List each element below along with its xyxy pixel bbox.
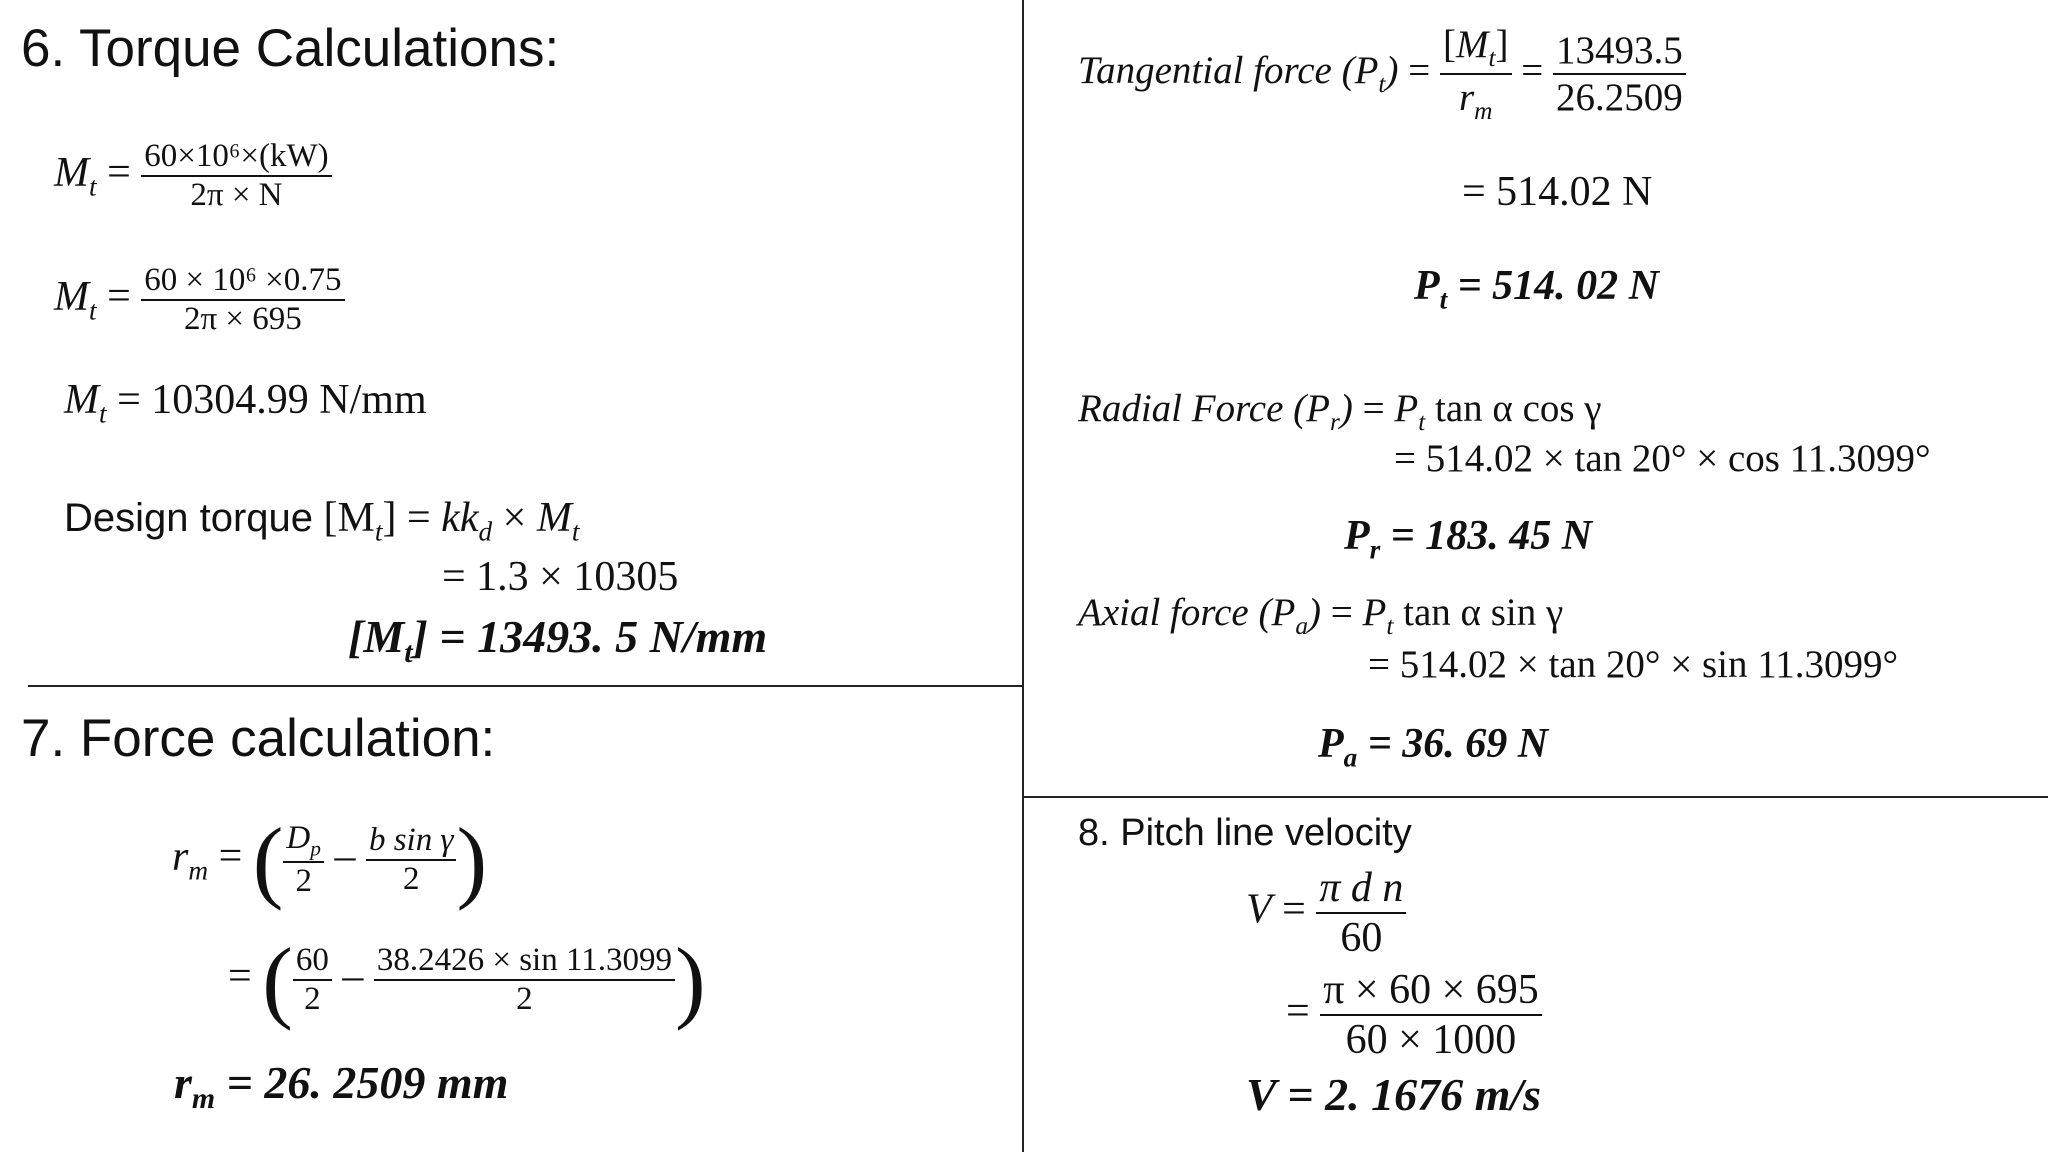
axial-force-formula: Axial force $(P_a) = P_t$ tan α sin γ (1078, 591, 1564, 640)
design-torque-result: $[M_t] = 13493$. 5 N/mm (348, 611, 768, 670)
rm-sub-den1: 2 (304, 981, 321, 1017)
eq1-denominator: 2π × N (190, 177, 283, 213)
rm-sub-num1: 60 (293, 942, 332, 981)
design-torque-label: Design torque (64, 496, 314, 540)
velocity-frac1-den: 60 (1340, 915, 1383, 961)
axial-label: Axial force (P (1078, 591, 1296, 634)
left-horizontal-divider (28, 685, 1022, 687)
tangential-label: Tangential force (P (1078, 48, 1379, 92)
rm-sub-num2: 38.2426 × sin 11.3099 (374, 942, 675, 981)
radial-label: Radial Force (P (1078, 387, 1330, 430)
section-6-heading: 6. Torque Calculations: (21, 19, 560, 78)
tangential-result: $P_t = 514$. 02 N (1414, 263, 1660, 315)
torque-value: = 10304.99 N/mm (117, 377, 427, 423)
tangential-frac1-den: r (1458, 75, 1475, 119)
velocity-frac1-num: π d n (1316, 864, 1406, 914)
design-torque-line: Design torque $[M_t] = kk_d \times M_t$ (64, 495, 580, 547)
right-horizontal-divider (1022, 796, 2048, 798)
design-torque-line2: = 1.3 × 10305 (442, 554, 679, 600)
velocity-formula: V = $\frac{\text{π d n}}{60}$ (1246, 864, 1406, 962)
rm-sub-den2: 2 (516, 981, 533, 1017)
rm-den1: 2 (295, 863, 312, 900)
rm-formula: $r_m$ = ( $\frac{D_p}{2}$ – $\frac{\text{b sin γ}}{2}$ ) (172, 809, 488, 911)
axial-result: $P_a = 36$. 69 N (1318, 721, 1549, 773)
rm-den2: 2 (402, 861, 420, 897)
velocity-result: V = 2. 1676 m/s (1246, 1069, 1542, 1120)
rm-substitution: = ( $\frac{60}{2}$ – $\frac{38.2426 \times \sin 11.3099}{2}$ ) (228, 929, 706, 1031)
radial-result: $P_r = 183$. 45 N (1344, 513, 1593, 565)
tangential-frac2-den: 26.2509 (1556, 75, 1683, 119)
section-7-heading: 7. Force calculation: (21, 709, 496, 768)
design-torque-bracket: [M (323, 495, 375, 541)
velocity-frac2-den: 60 × 1000 (1345, 1017, 1517, 1063)
rm-num1: D (286, 819, 311, 856)
velocity-substitution: = $\frac{\pi \times 60 \times 695}{60 \times 1000}$ (1286, 966, 1542, 1064)
eq2-numerator: 60 × 10⁶ ×0.75 (141, 262, 344, 301)
section-8-heading: 8. Pitch line velocity (1078, 812, 1412, 854)
tangential-frac2-num: 13493.5 (1553, 28, 1686, 75)
rm-result: $r_m = 26$. 2509 mm (174, 1057, 509, 1116)
axial-line2: = 514.02 × tan 20° × sin 11.3099° (1368, 643, 1899, 686)
torque-equation-1: $M_t$ = $\frac{\text{60×10⁶×(kW)}}{2\pi \times N}$ (54, 138, 332, 214)
eq1-numerator: 60×10⁶×(kW) (141, 138, 331, 177)
eq2-denominator: 2π × 695 (184, 301, 302, 337)
tangential-line2: = 514.02 N (1462, 169, 1653, 215)
radial-force-formula: Radial Force $(P_r) = P_t$ tan α cos γ (1078, 387, 1602, 436)
radial-rhs: tan α cos γ (1434, 387, 1602, 430)
vertical-divider (1022, 0, 1024, 1152)
rm-num2: b sin γ (366, 822, 457, 861)
velocity-frac2-num: π × 60 × 695 (1320, 966, 1542, 1016)
radial-line2: = 514.02 × tan 20° × cos 11.3099° (1394, 437, 1931, 480)
torque-equation-2: $M_t$ = $\frac{\text{60 × 10⁶ ×0.75}}{2\pi \times 695}$ (54, 262, 345, 338)
tangential-force-formula: Tangential force $(P_t)$ = $\frac{[M_t]}{r_m}$ = $\frac{13493.5}{26.2509}$ (1078, 22, 1686, 126)
axial-rhs: tan α sin γ (1403, 591, 1564, 634)
torque-equation-3: $M_t = 10304.99$ N/mm (64, 377, 427, 429)
